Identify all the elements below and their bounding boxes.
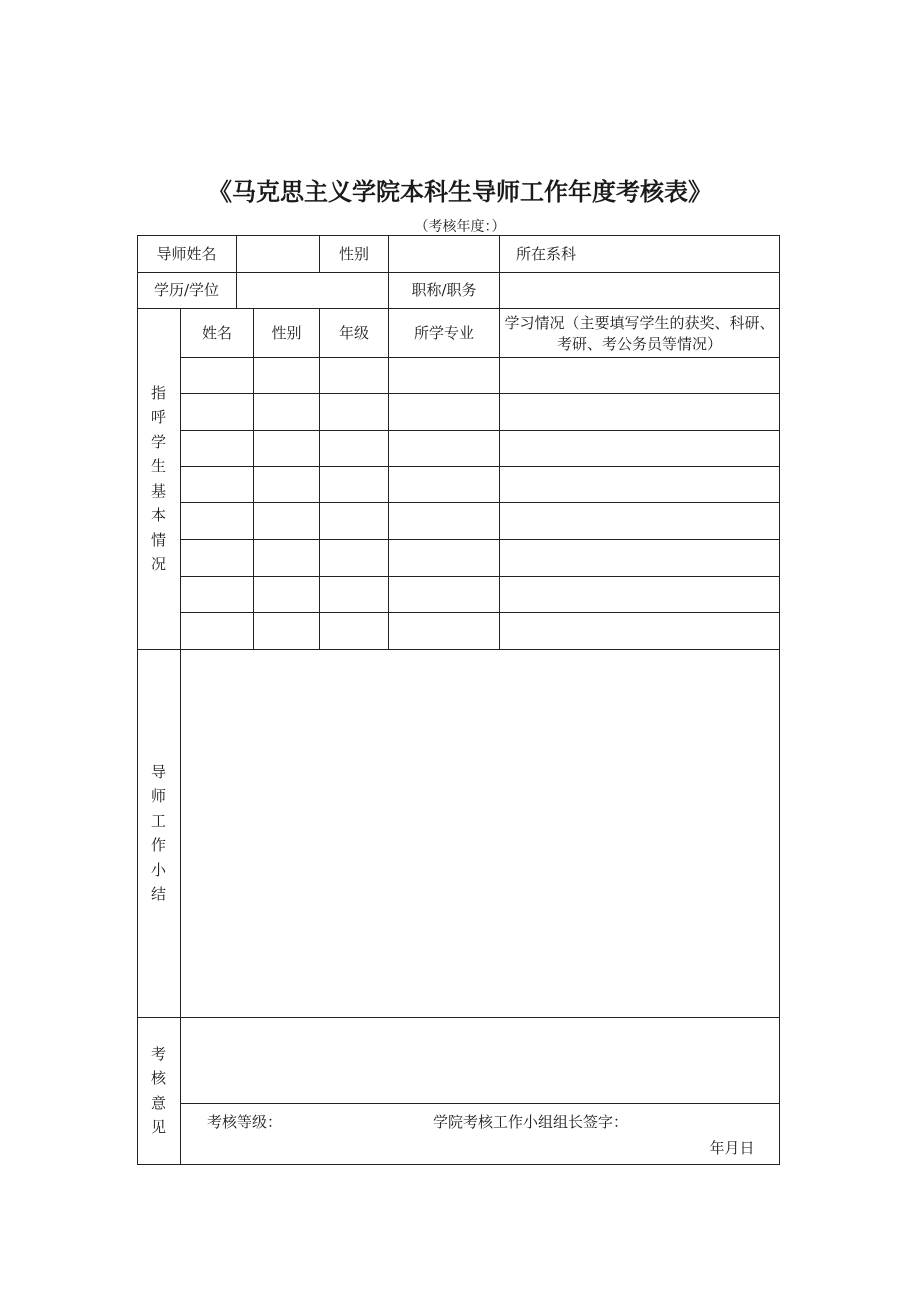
student-gender-cell[interactable] bbox=[254, 358, 319, 393]
student-major-cell[interactable] bbox=[389, 577, 499, 612]
student-grade-cell[interactable] bbox=[320, 467, 388, 502]
student-study-cell[interactable] bbox=[500, 613, 779, 649]
tutor-gender-label: 性别 bbox=[338, 244, 369, 263]
assessment-form bbox=[137, 235, 780, 1165]
department-label: 所在系科 bbox=[516, 244, 577, 263]
education-field[interactable] bbox=[237, 272, 388, 308]
student-study-cell[interactable] bbox=[500, 577, 779, 612]
review-opinion-field[interactable] bbox=[181, 1018, 779, 1103]
student-gender-cell[interactable] bbox=[254, 503, 319, 539]
student-gender-cell[interactable] bbox=[254, 577, 319, 612]
student-name-header: 姓名 bbox=[201, 323, 232, 342]
student-grade-header: 年级 bbox=[338, 323, 369, 342]
student-gender-cell[interactable] bbox=[254, 467, 319, 502]
job-title-field[interactable] bbox=[500, 272, 779, 308]
student-study-cell[interactable] bbox=[500, 358, 779, 393]
student-gender-header: 性别 bbox=[271, 323, 302, 342]
label-char: 师 bbox=[150, 787, 166, 805]
label-char: 基 bbox=[150, 481, 166, 500]
student-major-cell[interactable] bbox=[389, 394, 499, 430]
summary-section-label bbox=[137, 649, 180, 1017]
student-name-cell[interactable] bbox=[181, 467, 253, 502]
student-study-cell[interactable] bbox=[500, 467, 779, 502]
label-char: 导 bbox=[150, 762, 166, 781]
education-label: 学历/学位 bbox=[153, 281, 220, 299]
student-grade-cell[interactable] bbox=[320, 503, 388, 539]
student-major-cell[interactable] bbox=[389, 358, 499, 393]
label-char: 核 bbox=[150, 1069, 166, 1087]
label-char: 见 bbox=[150, 1118, 166, 1136]
student-major-header: 所学专业 bbox=[413, 323, 474, 342]
form-title: 《马克思主义学院本科生导师工作年度考核表》 bbox=[208, 178, 712, 206]
student-gender-cell[interactable] bbox=[254, 613, 319, 649]
student-name-cell[interactable] bbox=[181, 540, 253, 576]
work-summary-field[interactable] bbox=[181, 650, 779, 1017]
study-header-line-2: 考研、考公务员等情况） bbox=[556, 335, 722, 353]
label-char: 呼 bbox=[150, 408, 166, 426]
student-major-cell[interactable] bbox=[389, 431, 499, 466]
student-study-cell[interactable] bbox=[500, 503, 779, 539]
label-char: 结 bbox=[150, 885, 166, 903]
signature-label: 学院考核工作小组组长签字： bbox=[433, 1113, 629, 1131]
label-char: 意 bbox=[150, 1093, 166, 1112]
student-name-cell[interactable] bbox=[181, 431, 253, 466]
label-char: 指 bbox=[150, 383, 166, 402]
student-grade-cell[interactable] bbox=[320, 394, 388, 430]
student-name-cell[interactable] bbox=[181, 503, 253, 539]
student-grade-cell[interactable] bbox=[320, 540, 388, 576]
student-name-cell[interactable] bbox=[181, 358, 253, 393]
label-char: 作 bbox=[150, 836, 166, 854]
tutor-name-field[interactable] bbox=[237, 235, 319, 272]
tutor-gender-field[interactable] bbox=[389, 235, 499, 272]
rule bbox=[180, 1103, 780, 1104]
student-major-cell[interactable] bbox=[389, 503, 499, 539]
student-major-cell[interactable] bbox=[389, 467, 499, 502]
student-study-cell[interactable] bbox=[500, 540, 779, 576]
tutor-name-label: 导师姓名 bbox=[156, 244, 217, 263]
student-gender-cell[interactable] bbox=[254, 540, 319, 576]
student-grade-cell[interactable] bbox=[320, 431, 388, 466]
student-major-cell[interactable] bbox=[389, 540, 499, 576]
student-name-cell[interactable] bbox=[181, 613, 253, 649]
label-char: 小 bbox=[150, 860, 166, 879]
student-major-cell[interactable] bbox=[389, 613, 499, 649]
label-char: 学 bbox=[150, 432, 166, 451]
student-grade-cell[interactable] bbox=[320, 577, 388, 612]
assessment-year: （考核年度：） bbox=[414, 219, 506, 235]
student-section-label bbox=[137, 308, 180, 649]
student-gender-cell[interactable] bbox=[254, 431, 319, 466]
student-grade-cell[interactable] bbox=[320, 613, 388, 649]
student-study-cell[interactable] bbox=[500, 431, 779, 466]
job-title-label: 职称/职务 bbox=[411, 281, 477, 299]
student-name-cell[interactable] bbox=[181, 394, 253, 430]
label-char: 考 bbox=[150, 1044, 166, 1063]
label-char: 生 bbox=[150, 457, 166, 475]
student-study-cell[interactable] bbox=[500, 394, 779, 430]
label-char: 情 bbox=[150, 530, 166, 549]
rule bbox=[779, 235, 780, 1165]
student-gender-cell[interactable] bbox=[254, 394, 319, 430]
label-char: 况 bbox=[150, 555, 166, 573]
grade-label: 考核等级： bbox=[207, 1113, 283, 1131]
rule bbox=[137, 1164, 780, 1165]
student-name-cell[interactable] bbox=[181, 577, 253, 612]
study-header-line-1: 学习情况（主要填写学生的获奖、科研、 bbox=[504, 314, 775, 332]
label-char: 本 bbox=[150, 506, 166, 524]
review-section-label bbox=[137, 1017, 180, 1164]
label-char: 工 bbox=[150, 811, 166, 830]
date-label: 年月日 bbox=[709, 1139, 755, 1157]
study-status-header bbox=[500, 313, 779, 355]
student-grade-cell[interactable] bbox=[320, 358, 388, 393]
